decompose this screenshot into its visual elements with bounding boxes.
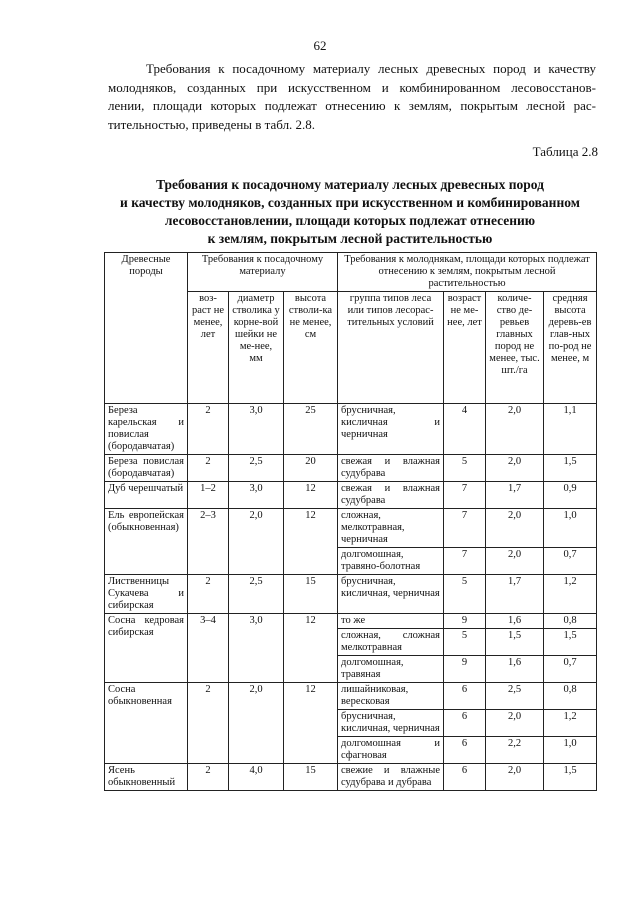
stand-age-cell: 6 bbox=[444, 737, 486, 764]
seedling-height-cell: 12 bbox=[284, 509, 338, 575]
header-trees-count: количе-ство де-ревьев главных пород не менее, тыс. шт./га bbox=[486, 292, 544, 404]
stand-age-cell: 5 bbox=[444, 575, 486, 614]
species-cell: Ель европейская (обыкновенная) bbox=[105, 509, 188, 575]
header-forest-type: группа типов леса или типов лесорас-тительных условий bbox=[338, 292, 444, 404]
root-collar-diameter-cell: 3,0 bbox=[229, 482, 284, 509]
requirements-table bbox=[104, 252, 597, 791]
trees-count-cell: 1,5 bbox=[486, 629, 544, 656]
intro-line: лении, площади которых подлежат отнесению к землям, покрытым лесной рас- bbox=[108, 98, 596, 113]
intro-line: молодняков, созданных при искусственном и комбинированном лесовосстанов- bbox=[108, 79, 596, 95]
page-number: 62 bbox=[313, 38, 327, 53]
trees-count-cell: 2,0 bbox=[486, 764, 544, 791]
table-title-line: лесовосстановлении, площади которых подлежат отнесению bbox=[164, 213, 536, 228]
seedling-height-cell: 12 bbox=[284, 683, 338, 764]
table-row bbox=[105, 509, 597, 548]
species-cell: Лиственницы Сукачева и сибирская bbox=[105, 575, 188, 614]
trees-count-cell: 2,0 bbox=[486, 404, 544, 455]
stand-age-cell: 7 bbox=[444, 509, 486, 548]
trees-count-cell: 2,0 bbox=[486, 548, 544, 575]
stand-age-cell: 9 bbox=[444, 614, 486, 629]
stand-age-cell: 6 bbox=[444, 710, 486, 737]
seedling-height-cell: 15 bbox=[284, 764, 338, 791]
intro-paragraph bbox=[108, 60, 596, 134]
average-height-cell: 0,7 bbox=[544, 656, 597, 683]
seedling-height-cell: 15 bbox=[284, 575, 338, 614]
table-row bbox=[105, 614, 597, 629]
intro-line: тительностью, приведены в табл. 2.8. bbox=[108, 116, 316, 132]
stand-age-cell: 4 bbox=[444, 404, 486, 455]
table-title-line: и качеству молодняков, созданных при искусственном и комбинированном bbox=[120, 195, 580, 210]
forest-type-cell: сложная, мелкотравная, черничная bbox=[338, 509, 444, 548]
species-cell: Дуб черешчатый bbox=[105, 482, 188, 509]
root-collar-diameter-cell: 4,0 bbox=[229, 764, 284, 791]
header-row bbox=[105, 253, 597, 292]
average-height-cell: 1,2 bbox=[544, 575, 597, 614]
forest-type-cell: брусничная, кисличная и черничная bbox=[338, 404, 444, 455]
average-height-cell: 0,7 bbox=[544, 548, 597, 575]
root-collar-diameter-cell: 2,0 bbox=[229, 509, 284, 575]
header-young-stands: Требования к молоднякам, площади которых подлежат отнесению к землям, покрытым лесной растительностью bbox=[338, 253, 597, 292]
stand-age-cell: 6 bbox=[444, 764, 486, 791]
header-height: высота стволи-ка не менее, см bbox=[284, 292, 338, 404]
table-row bbox=[105, 482, 597, 509]
forest-type-cell: долгомошная, травяно-болотная bbox=[338, 548, 444, 575]
seedling-height-cell: 20 bbox=[284, 455, 338, 482]
average-height-cell: 1,5 bbox=[544, 629, 597, 656]
seedling-height-cell: 25 bbox=[284, 404, 338, 455]
forest-type-cell: свежие и влажные судубрава и дубрава bbox=[338, 764, 444, 791]
forest-type-cell: брусничная, кисличная, черничная bbox=[338, 575, 444, 614]
seedling-height-cell: 12 bbox=[284, 614, 338, 683]
trees-count-cell: 2,0 bbox=[486, 455, 544, 482]
trees-count-cell: 2,2 bbox=[486, 737, 544, 764]
header-species: Древесные породы bbox=[105, 253, 188, 404]
trees-count-cell: 1,6 bbox=[486, 656, 544, 683]
average-height-cell: 1,5 bbox=[544, 764, 597, 791]
species-cell: Береза карельская и повислая (бородавчатая) bbox=[105, 404, 188, 455]
seedling-age-cell: 2 bbox=[188, 764, 229, 791]
average-height-cell: 1,2 bbox=[544, 710, 597, 737]
root-collar-diameter-cell: 2,5 bbox=[229, 575, 284, 614]
seedling-age-cell: 2 bbox=[188, 575, 229, 614]
header-root-collar-diameter: диаметр стволика у корне-вой шейки не ме-нее, мм bbox=[229, 292, 284, 404]
table-row bbox=[105, 404, 597, 455]
forest-type-cell: лишайниковая, вересковая bbox=[338, 683, 444, 710]
root-collar-diameter-cell: 2,0 bbox=[229, 683, 284, 764]
table-title-line: Требования к посадочному материалу лесных древесных пород bbox=[156, 177, 544, 192]
trees-count-cell: 1,7 bbox=[486, 482, 544, 509]
stand-age-cell: 7 bbox=[444, 548, 486, 575]
stand-age-cell: 7 bbox=[444, 482, 486, 509]
forest-type-cell: долгомошная и сфагновая bbox=[338, 737, 444, 764]
species-cell: Сосна кедровая сибирская bbox=[105, 614, 188, 683]
seedling-age-cell: 2 bbox=[188, 404, 229, 455]
species-cell: Сосна обыкновенная bbox=[105, 683, 188, 764]
stand-age-cell: 5 bbox=[444, 629, 486, 656]
average-height-cell: 0,9 bbox=[544, 482, 597, 509]
seedling-age-cell: 2–3 bbox=[188, 509, 229, 575]
table-number: Таблица 2.8 bbox=[532, 144, 598, 159]
header-average-height: средняя высота деревь-ев глав-ных по-род не менее, м bbox=[544, 292, 597, 404]
intro-line: Требования к посадочному материалу лесных древесных пород и качеству bbox=[146, 61, 596, 76]
seedling-height-cell: 12 bbox=[284, 482, 338, 509]
table-title-line: к землям, покрытым лесной растительностью bbox=[207, 231, 493, 246]
header-planting-material: Требования к посадочному материалу bbox=[188, 253, 338, 292]
table-row bbox=[105, 764, 597, 791]
table-row bbox=[105, 683, 597, 710]
root-collar-diameter-cell: 2,5 bbox=[229, 455, 284, 482]
trees-count-cell: 2,0 bbox=[486, 710, 544, 737]
table-title bbox=[100, 176, 600, 248]
header-stand-age: возраст не ме-нее, лет bbox=[444, 292, 486, 404]
stand-age-cell: 5 bbox=[444, 455, 486, 482]
seedling-age-cell: 3–4 bbox=[188, 614, 229, 683]
forest-type-cell: долгомошная, травяная bbox=[338, 656, 444, 683]
average-height-cell: 0,8 bbox=[544, 683, 597, 710]
table-row bbox=[105, 455, 597, 482]
trees-count-cell: 1,7 bbox=[486, 575, 544, 614]
average-height-cell: 1,5 bbox=[544, 455, 597, 482]
seedling-age-cell: 2 bbox=[188, 683, 229, 764]
average-height-cell: 1,1 bbox=[544, 404, 597, 455]
average-height-cell: 0,8 bbox=[544, 614, 597, 629]
average-height-cell: 1,0 bbox=[544, 509, 597, 548]
root-collar-diameter-cell: 3,0 bbox=[229, 404, 284, 455]
seedling-age-cell: 2 bbox=[188, 455, 229, 482]
forest-type-cell: свежая и влажная судубрава bbox=[338, 482, 444, 509]
forest-type-cell: свежая и влажная судубрава bbox=[338, 455, 444, 482]
root-collar-diameter-cell: 3,0 bbox=[229, 614, 284, 683]
stand-age-cell: 9 bbox=[444, 656, 486, 683]
seedling-age-cell: 1–2 bbox=[188, 482, 229, 509]
trees-count-cell: 2,5 bbox=[486, 683, 544, 710]
species-cell: Ясень обыкновенный bbox=[105, 764, 188, 791]
trees-count-cell: 1,6 bbox=[486, 614, 544, 629]
stand-age-cell: 6 bbox=[444, 683, 486, 710]
header-age: воз-раст не менее, лет bbox=[188, 292, 229, 404]
trees-count-cell: 2,0 bbox=[486, 509, 544, 548]
species-cell: Береза повислая (бородавчатая) bbox=[105, 455, 188, 482]
forest-type-cell: сложная, сложная мелкотравная bbox=[338, 629, 444, 656]
average-height-cell: 1,0 bbox=[544, 737, 597, 764]
table-row bbox=[105, 575, 597, 614]
forest-type-cell: то же bbox=[338, 614, 444, 629]
forest-type-cell: брусничная, кисличная, черничная bbox=[338, 710, 444, 737]
